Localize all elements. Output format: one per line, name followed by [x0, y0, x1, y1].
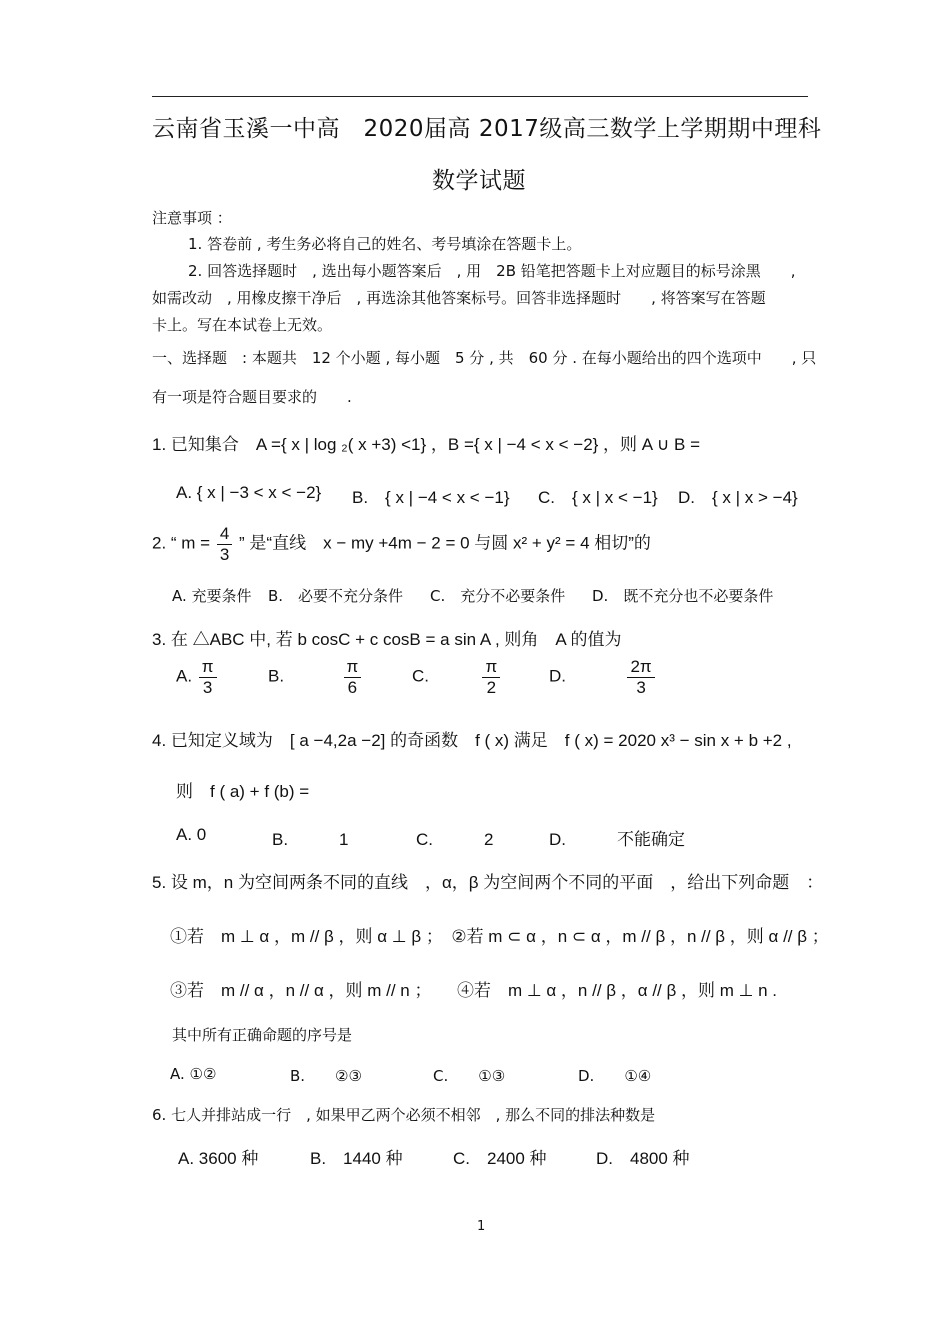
question-4-stem: 4. 已知定义域为 [ a −4,2a −2] 的奇函数 f ( x) 满足 f ( x) = 2020 x³ − sin x + b +2 , [152, 731, 792, 750]
notice-item-2: 2. 回答选择题时 , 选出每小题答案后 , 用 2B 铅笔把答题卡上对应题目的标号涂黑 , [188, 262, 796, 280]
question-3-option-a [176, 657, 219, 697]
question-6-option-c: C. 2400 种 [453, 1149, 547, 1168]
question-2-option-d: D. 既不充分也不必要条件 [592, 587, 774, 605]
question-5-option-d: D. ①④ [578, 1067, 652, 1085]
notice-item-1: 1. 答卷前 , 考生务必将自己的姓名、考号填涂在答题卡上。 [188, 235, 582, 253]
question-3-option-d-den: 3 [636, 677, 646, 697]
question-2-option-c: C. 充分不必要条件 [430, 587, 566, 605]
question-3-option-b-num: π [344, 657, 362, 678]
question-6-option-a: A. 3600 种 [178, 1149, 259, 1168]
question-3-option-c-label: C. [412, 666, 429, 686]
question-4-option-a: A. 0 [176, 825, 207, 844]
question-5-ask: 其中所有正确命题的序号是 [172, 1026, 353, 1044]
question-5-option-b: B. ②③ [290, 1067, 362, 1085]
notice-item-2-cont: 如需改动 , 用橡皮擦干净后 , 再选涂其他答案标号。回答非选择题时 , 将答案写在答题 [152, 289, 766, 307]
question-1-option-b: B. { x | −4 < x < −1} [352, 488, 510, 507]
question-3-option-c [412, 657, 502, 697]
question-3-option-b-label: B. [268, 666, 285, 686]
question-4-option-b: B. 1 [272, 830, 349, 849]
question-1-stem: 1. 已知集合 A ={ x | log ₂( x +3) <1} ，B ={ x | −4 < x < −2} ，则 A ∪ B = [152, 435, 701, 454]
question-2-numerator: 4 [217, 524, 232, 545]
question-3-option-b-fraction [344, 657, 362, 697]
question-5-propositions-1-2: ①若 m ⊥ α ，m // β ，则 α ⊥ β ； ②若 m ⊂ α ，n ⊂ α ，m // β ，n // β ，则 α // β ； [170, 927, 829, 946]
question-3-option-a-num: π [199, 657, 217, 678]
question-3-option-c-fraction [482, 657, 500, 697]
question-2-denominator: 3 [219, 544, 230, 564]
page-number: 1 [477, 1219, 486, 1234]
question-3-option-d [549, 657, 657, 697]
notice-heading: 注意事项 ： [152, 209, 232, 227]
notice-item-2-end: 卡上。写在本试卷上无效。 [152, 316, 333, 334]
question-3-option-c-den: 2 [486, 677, 497, 697]
question-5-option-a: A. ①② [170, 1065, 217, 1083]
page-subtitle: 数学试题 [432, 168, 526, 194]
question-1-option-c: C. { x | x < −1} [538, 488, 658, 507]
question-3-option-d-num: 2π [627, 657, 654, 678]
header-rule [152, 96, 808, 97]
question-2-stem [152, 524, 651, 564]
question-5-propositions-3-4: ③若 m // α ，n // α ，则 m // n ； ④若 m ⊥ α ，n // β ，α // β ，则 m ⊥ n . [170, 981, 778, 1000]
question-6-option-d: D. 4800 种 [596, 1149, 690, 1168]
question-6-stem: 6. 七人并排站成一行 , 如果甲乙两个必须不相邻 , 那么不同的排法种数是 [152, 1106, 656, 1124]
page-title: 云南省玉溪一中高 2020届高 2017级高三数学上学期期中理科 [152, 116, 822, 142]
question-3-option-b [268, 657, 363, 697]
section-heading-cont: 有一项是符合题目要求的 . [152, 388, 352, 406]
question-1-option-a: A. { x | −3 < x < −2} [176, 483, 322, 502]
question-5-stem: 5. 设 m，n 为空间两条不同的直线 ，α，β 为空间两个不同的平面 ，给出下列命题 ： [152, 873, 824, 892]
question-2-option-b: B. 必要不充分条件 [268, 587, 404, 605]
question-2-fraction [217, 524, 232, 564]
question-6-option-b: B. 1440 种 [310, 1149, 403, 1168]
question-3-option-d-fraction [627, 657, 654, 697]
question-2-suffix: ” 是“直线 x − my +4m − 2 = 0 与圆 x² + y² = 4 相切”的 [239, 533, 651, 553]
question-3-option-a-label: A. [176, 666, 193, 686]
section-heading: 一、选择题 : 本题共 12 个小题 , 每小题 5 分 , 共 60 分 . 在每小题给出的四个选项中 , 只 [152, 349, 817, 367]
question-1-option-d: D. { x | x > −4} [678, 488, 798, 507]
question-4-option-d: D. 不能确定 [549, 830, 685, 849]
question-2-prefix: 2. “ m = [152, 533, 211, 553]
question-4-option-c: C. 2 [416, 830, 494, 849]
question-3-option-a-fraction [199, 657, 217, 697]
question-3-option-d-label: D. [549, 666, 566, 686]
question-3-stem: 3. 在 △ABC 中, 若 b cosC + c cosB = a sin A , 则角 A 的值为 [152, 630, 622, 649]
question-5-option-c: C. ①③ [433, 1067, 506, 1085]
question-3-option-b-den: 6 [347, 677, 358, 697]
question-2-option-a: A. 充要条件 [172, 587, 252, 605]
question-4-expression: 则 f ( a) + f (b) = [176, 782, 310, 801]
question-3-option-a-den: 3 [202, 677, 213, 697]
question-3-option-c-num: π [482, 657, 500, 678]
